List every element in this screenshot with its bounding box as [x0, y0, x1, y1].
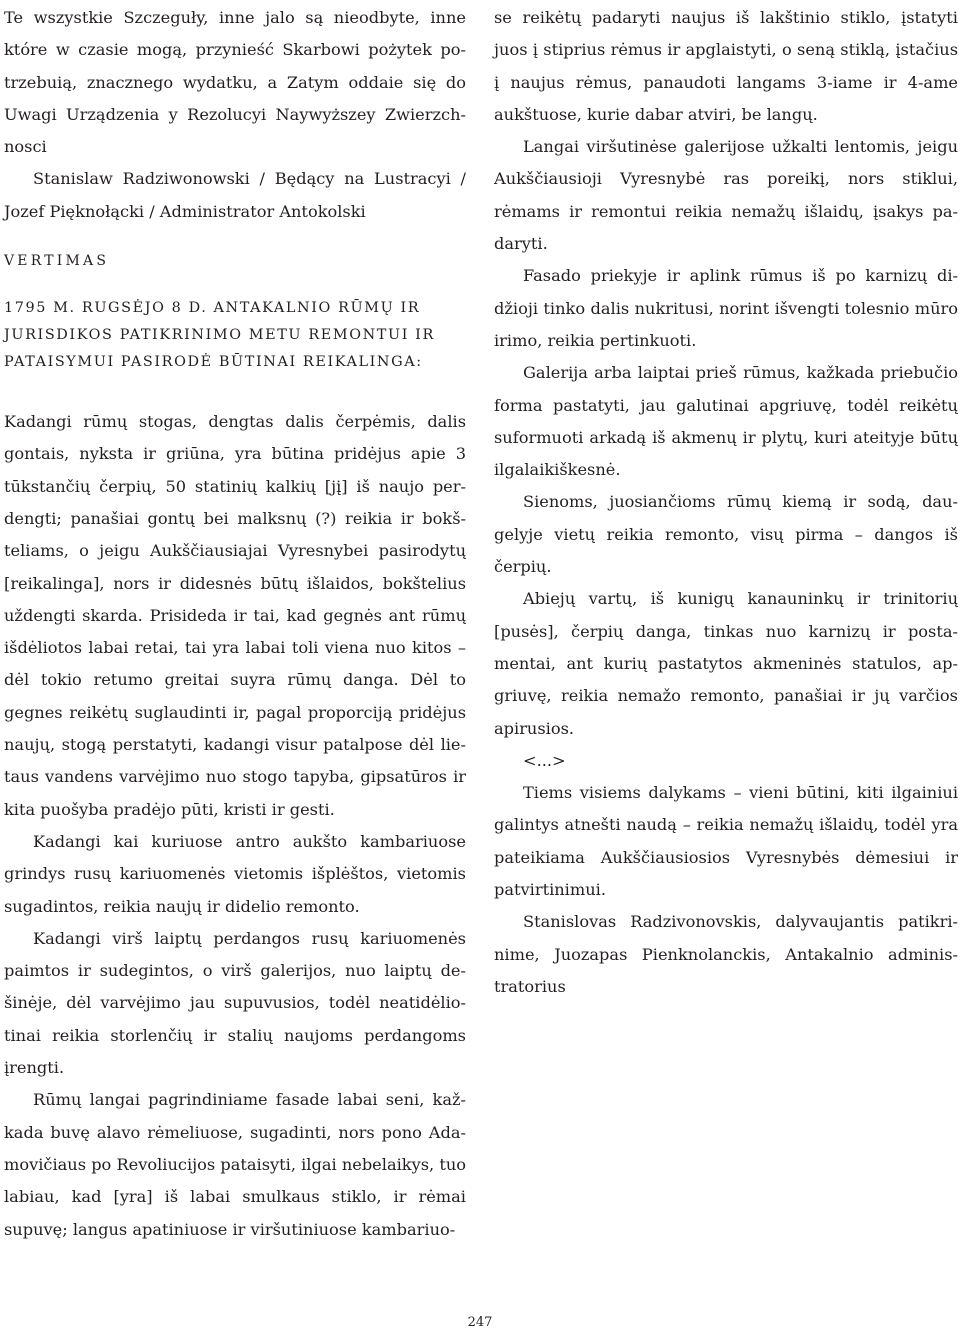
right-column — [494, 2, 958, 1003]
body-paragraph: Kadangi virš laiptų perdangos rusų kariuomenės paimtos ir sudegintos, o virš galerijos, nuo laiptų dešinėje, dėl varvėjimo jau supuvusios, todėl neatidėliotinai reikia storlenčių ir stalių naujoms perdangoms įrengti. — [4, 928, 466, 1078]
translation-label: VERTIMAS — [4, 253, 110, 270]
body-paragraph: Abiejų vartų, iš kunigų kanauninkų ir trinitorių [pusės], čerpių danga, tinkas nuo karnizų ir postamentai, ant kurių pastatytos akmeninės statulos, apgriuvę, reikia nemažo remonto, panašiai ir jų varčios apirusios. — [494, 589, 958, 738]
body-paragraph: Rūmų langai pagrindiniame fasade labai seni, kažkada buvę alavo rėmeliuose, sugadinti, nors pono Adamovičiaus po Revoliucijos pataisyti, ilgai nebelaikys, tuo labiau, kad [yra] iš labai smulkaus stiklo, ir rėmai supuvę; langus apatiniuose ir viršutiniuose kambariuo- — [4, 1090, 466, 1239]
body-paragraph: Fasado priekyje ir aplink rūmus iš po karnizų didžioji tinko dalis nukritusi, norint išvengti tolesnio mūro irimo, reikia pertinkuoti. — [494, 266, 958, 350]
left-column — [4, 2, 466, 1246]
document-heading: 1795 M. RUGSĖJO 8 D. ANTAKALNIO RŪMŲ IR JURISDIKOS PATIKRINIMO METU REMONTUI IR PATAISYMUI PASIRODĖ BŪTINAI REIKALINGA: — [4, 300, 435, 371]
body-paragraph: Kadangi kai kuriuose antro aukšto kambariuose grindys rusų kariuomenės vietomis išplėštos, vietomis sugadintos, reikia naujų ir didelio remonto. — [4, 831, 466, 916]
polish-original-paragraph: Te wszystkie Szczeguły, inne jalo są nieodbyte, inne które w czasie mogą, przynieść Skarbowi pożytek potrzebuią, znacznego wydatku, a Zatym oddaie się do Uwagi Urządzenia y Rezolucyi Naywyższey Zwierzchnosci — [4, 8, 466, 157]
body-paragraph: Stanislovas Radzivonovskis, dalyvaujantis patikrinime, Juozapas Pienknolanckis, Antakalnio administratorius — [494, 912, 958, 996]
body-paragraph: Sienoms, juosiančioms rūmų kiemą ir sodą, daugelyje vietų reikia remonto, visų pirma – dangos iš čerpių. — [494, 492, 958, 577]
body-paragraph: Kadangi rūmų stogas, dengtas dalis čerpėmis, dalis gontais, nyksta ir griūna, yra būtina pridėjus apie 3 tūkstančių čerpių, 50 statinių kalkių [jį] iš naujo perdengti; panašiai gontų bei malksnų (?) reikia ir bokšteliams, o jeigu Aukščiausiajai Vyresnybei pasirodytų [reikalinga], nors ir didesnės būtų išlaidos, bokštelius uždengti skarda. Prisideda ir tai, kad gegnės ant rūmų išdėliotos labai retai, tai yra labai toli viena nuo kitos – dėl tokio retumo greitai suyra rūmų danga. Dėl to gegnes reikėtų suglaudinti ir, pagal proporciją pridėjus naujų, stogą perstatyti, kadangi visur patalpose dėl lietaus vandens varvėjimo nuo stogo tapyba, gipsatūros ir kita puošyba pradėjo pūti, kristi ir gesti. — [4, 412, 466, 819]
body-paragraph: Galerija arba laiptai prieš rūmus, kažkada priebučio forma pastatyti, jau galutinai apgriuvę, todėl reikėtų suformuoti arkadą iš akmenų ir plytų, kuri ateityje būtų ilgalaikiškesnė. — [494, 363, 958, 480]
body-paragraph: Tiems visiems dalykams – vieni būtini, kiti ilgainiui galintys atnešti naudą – reikia nemažų išlaidų, todėl yra pateikiama Aukščiausiosios Vyresnybės dėmesiui ir patvirtinimui. — [494, 783, 958, 900]
body-paragraph: Langai viršutinėse galerijose užkalti lentomis, jeigu Aukščiausioji Vyresnybė ras poreikį, nors stiklui, rėmams ir remontui reikia nemažų išlaidų, įsakys padaryti. — [494, 137, 958, 254]
polish-signatures: Stanislaw Radziwonowski / Będący na Lustracyi / Jozef Pięknołącki / Administrator Antokolski — [4, 169, 466, 221]
omission-marker: <...> — [523, 750, 566, 770]
continued-paragraph: se reikėtų padaryti naujus iš lakštinio stiklo, įstatyti juos į stiprius rėmus ir apglaistyti, o seną stiklą, įstačius į naujus rėmus, panaudoti langams 3-iame ir 4-ame aukštuose, kurie dabar atviri, be langų. — [494, 8, 958, 124]
page-number: 247 — [467, 1315, 493, 1330]
